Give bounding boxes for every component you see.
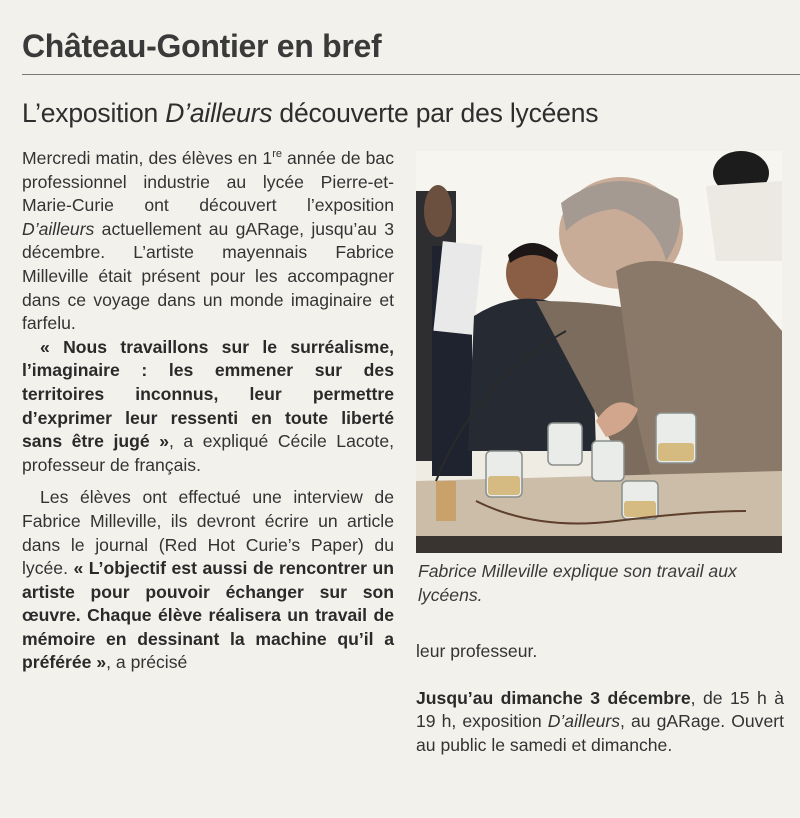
headline-text-start: L’exposition bbox=[22, 98, 166, 128]
headline-text-end: découverte par des lycéens bbox=[272, 98, 599, 128]
article-photo bbox=[416, 151, 782, 553]
article-headline bbox=[22, 98, 598, 129]
article-left-column bbox=[22, 147, 394, 675]
section-divider bbox=[22, 74, 800, 75]
p1-text-b: année de bac professionnel industrie au lycée Pierre-et-Marie-Curie ont découvert l’exposition bbox=[22, 148, 394, 216]
p3-attribution: , a précisé bbox=[106, 652, 188, 673]
headline-exhibition-title: D’ailleurs bbox=[165, 98, 273, 128]
info-exhibition-title: D’ailleurs bbox=[547, 711, 621, 732]
info-text-b: , au gARage. Ouvert au public le samedi et dimanche. bbox=[416, 711, 784, 755]
p2-attribution: , a expliqué Cécile Lacote, professeur de français. bbox=[22, 431, 394, 475]
p1-exhibition-title: D’ailleurs bbox=[22, 218, 95, 239]
photo-caption: Fabrice Milleville explique son travail aux lycéens. bbox=[418, 561, 737, 605]
info-text-a: , de 15 h à 19 h, exposition bbox=[416, 687, 784, 732]
exhibition-info bbox=[416, 687, 784, 758]
p3-text: Les élèves ont effectué une interview de Fabrice Milleville, ils devront écrire un article dans le journal (Red Hot Curie’s Paper) du lycée. bbox=[22, 487, 394, 579]
p1-superscript: re bbox=[272, 148, 282, 161]
p1-text-a: Mercredi matin, des élèves en 1 bbox=[22, 148, 273, 168]
p2-quote: « Nous travaillons sur le surréalisme, l’imaginaire : les emmener sur des territoires inconnus, leur permettre d’exprimer leur ressenti en toute liberté sans être jugé » bbox=[22, 336, 394, 452]
p3-quote: « L’objectif est aussi de rencontrer un artiste pour pouvoir échanger sur son œuvre. Chaque élève réalisera un travail de mémoire en dessinant la machine qu’il a préférée » bbox=[22, 558, 394, 673]
info-dates: Jusqu’au dimanche 3 décembre bbox=[416, 687, 691, 708]
article-paragraph-1 bbox=[22, 147, 394, 336]
article-paragraph-3-continued: leur professeur. bbox=[416, 641, 538, 661]
photo-illustration bbox=[416, 151, 782, 553]
article-paragraph-2 bbox=[22, 336, 394, 478]
article-right-column bbox=[416, 640, 784, 757]
p1-text-c: actuellement au gARage, jusqu’au 3 décembre. L’artiste mayennais Fabrice Milleville était présent pour les accompagner dans ce voyage dans un monde imaginaire et farfelu. bbox=[22, 218, 394, 334]
article-paragraph-3 bbox=[22, 486, 394, 675]
section-title: Château-Gontier en bref bbox=[22, 28, 382, 64]
